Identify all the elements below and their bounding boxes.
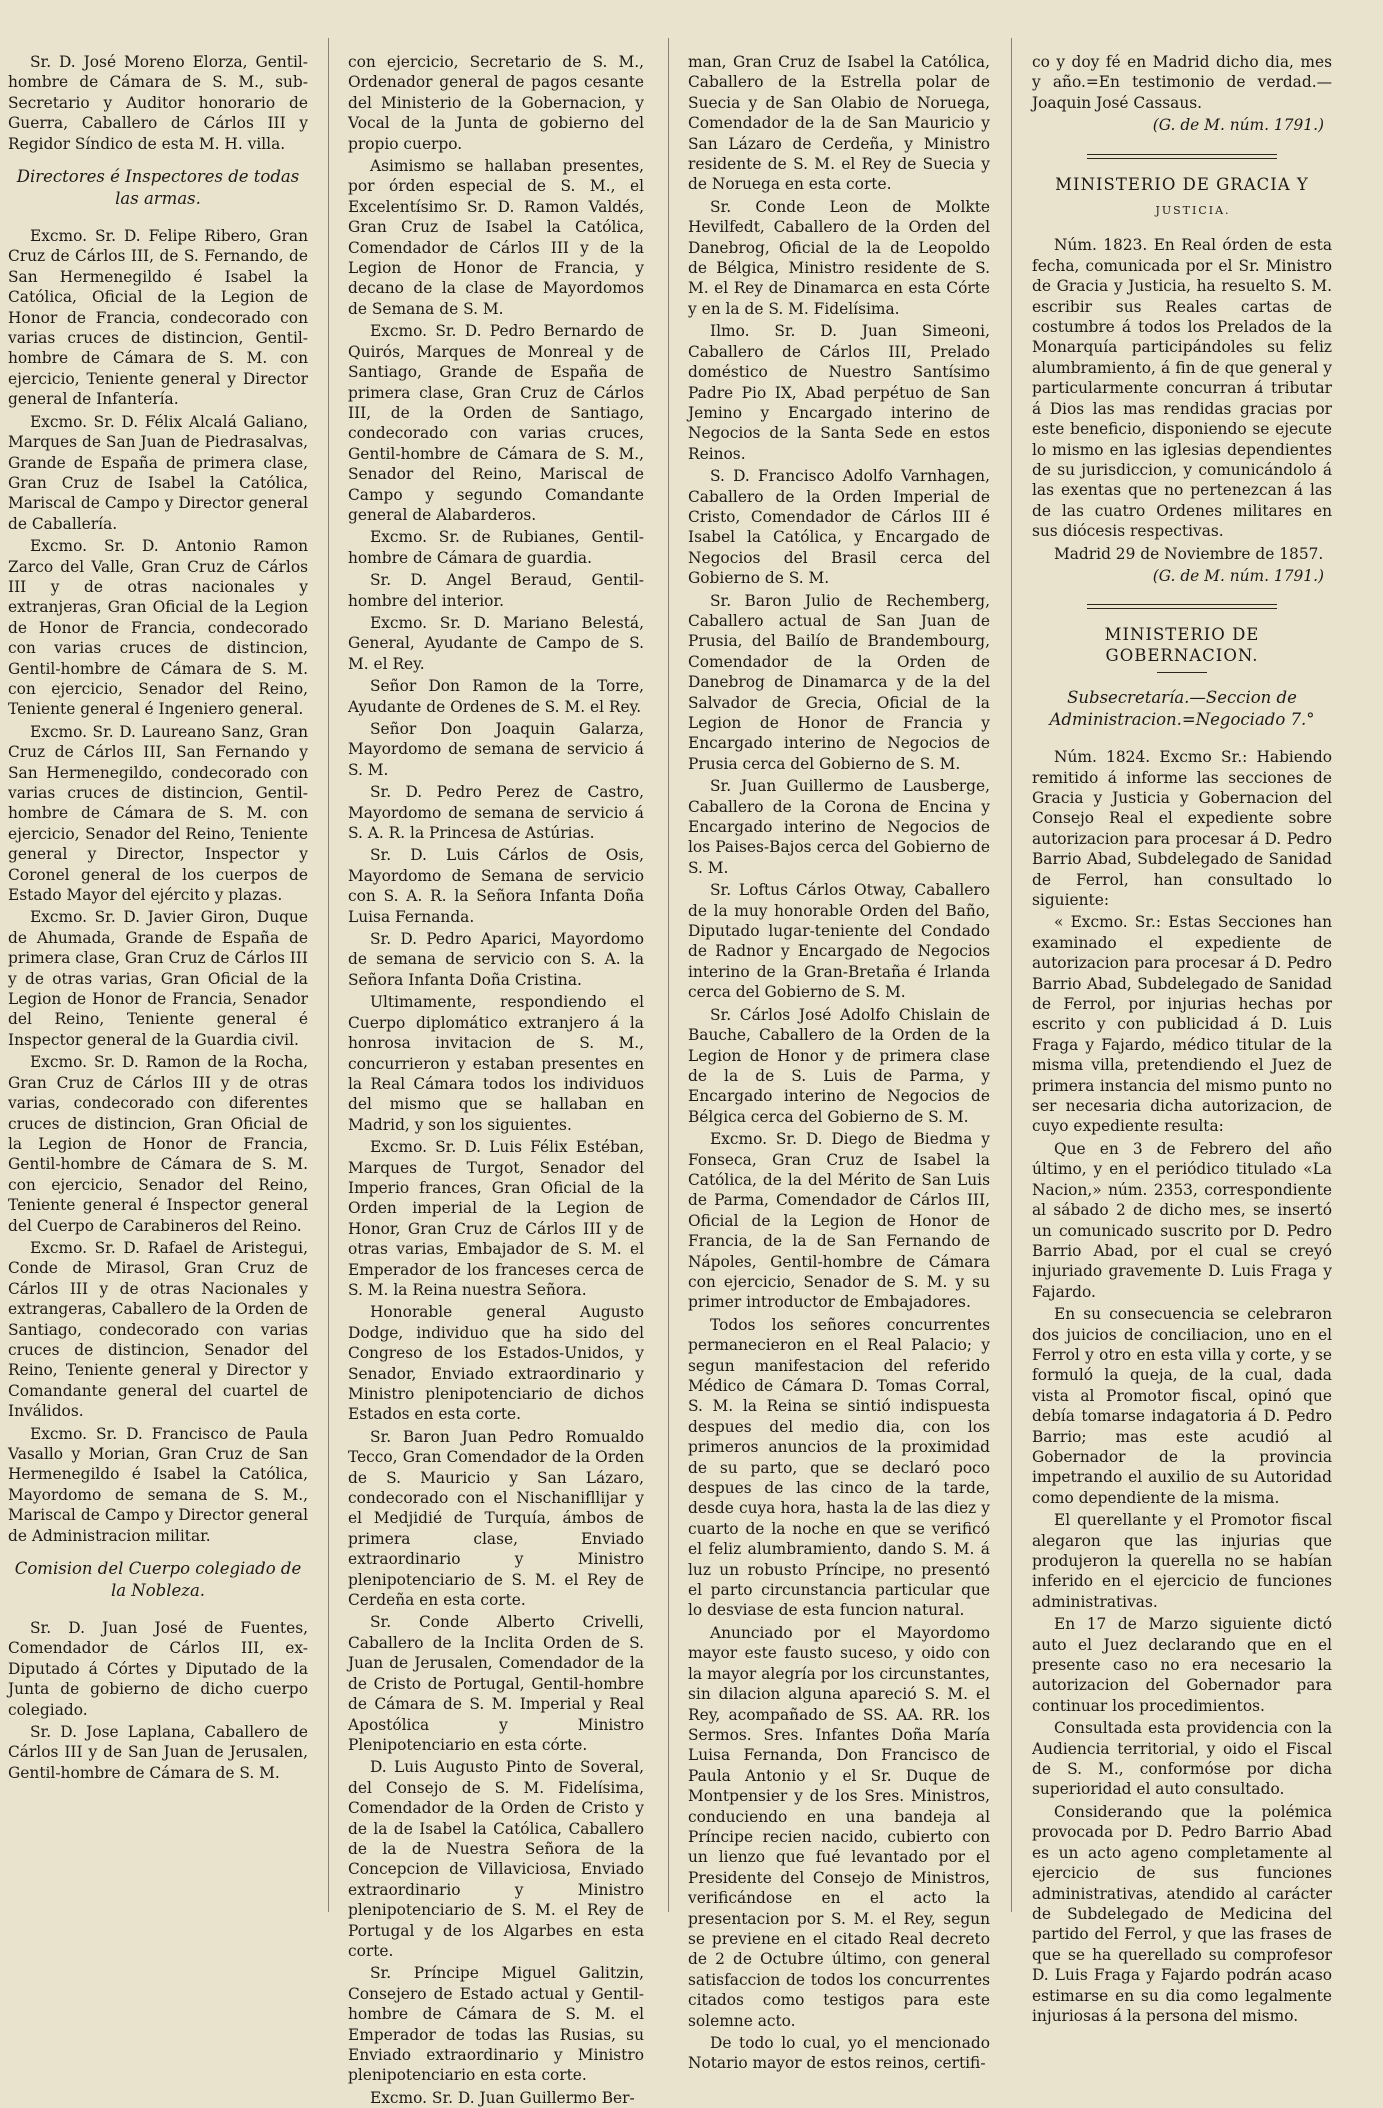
section-rule	[1087, 154, 1277, 159]
paragraph: Excmo. Sr. D. Laureano Sanz, Gran Cruz de Cárlos III, San Fernando y San Hermenegildo, condecorado con varias cruces de distincion, Gentil-hombre de Cámara de S. M. con ejercicio, Senador del Reino, Teniente general y Director, Inspector y Coronel general de los cuerpos de Estado Mayor del ejército y plazas.	[8, 722, 308, 905]
paragraph: Excmo. Sr. D. Juan Guillermo Ber-	[370, 2088, 635, 2107]
paragraph: D. Luis Augusto Pinto de Soveral, del Consejo de S. M. Fidelísima, Comendador de la Orden de Cristo y de la de Isabel la Católica, Caballero de la de Nuestra Señora de la Concepcion de Villaviciosa, Enviado extraordinario y Ministro plenipotenciario de S. M. el Rey de Portugal y de los Algarbes en esta corte.	[348, 1758, 644, 1960]
paragraph: Honorable general Augusto Dodge, individuo que ha sido del Congreso de los Estados-Unidos, y Senador, Enviado extraordinario y Ministro plenipotenciario de dichos Estados en esta corte.	[348, 1303, 644, 1424]
column-3	[688, 52, 990, 2073]
paragraph: Sr. Príncipe Miguel Galitzin, Consejero de Estado actual y Gentil-hombre de Cámara de S. M. el Emperador de todas las Rusias, su Enviado extraordinario y Ministro plenipotenciario en esta corte.	[348, 1964, 644, 2085]
paragraph: Todos los señores concurrentes permanecieron en el Real Palacio; y segun manifestacion del referido Médico de Cámara D. Tomas Corral, S. M. la Reina se sintió indispuesta despues del medio dia, con los primeros anuncios de la proximidad de su parto, que se declaró poco despues de las cinco de la tarde, desde cuya hora, hasta la de las diez y cuarto de la noche en que se verificó el feliz alumbramiento, dando S. M. á luz un robusto Príncipe, no presentó el parto circunstancia particular que lo desviase de esta funcion natural.	[688, 1315, 990, 1620]
paragraph: Sr. D. Luis Cárlos de Osis, Mayordomo de Semana de servicio con S. A. R. la Señora Infanta Doña Luisa Fernanda.	[348, 846, 644, 926]
paragraph: Sr. Conde Leon de Molkte Hevilfedt, Caballero de la Orden del Danebrog, Oficial de la de Leopoldo de Bélgica, Ministro residente de S. M. el Rey de Dinamarca en esta Córte y en la de S. M. Fidelísima.	[688, 197, 990, 318]
column-divider	[668, 38, 669, 1912]
paragraph: Sr. D. Pedro Perez de Castro, Mayordomo de semana de servicio á S. A. R. la Princesa de Astúrias.	[348, 783, 644, 843]
gazette-reference: (G. de M. núm. 1791.)	[1152, 566, 1324, 585]
paragraph: Excmo. Sr. D. Félix Alcalá Galiano, Marques de San Juan de Piedrasalvas, Grande de España de primera clase, Gran Cruz de Isabel la Católica, Mariscal de Campo y Director general de Caballería.	[8, 412, 308, 533]
ministry-heading-gracia: MINISTERIO DE GRACIA Y	[1055, 174, 1309, 194]
column-divider	[328, 38, 329, 1912]
paragraph: Sr. D. Pedro Aparici, Mayordomo de semana de servicio con S. A. la Señora Infanta Doña Cristina.	[348, 930, 644, 989]
paragraph: Madrid 29 de Noviembre de 1857.	[1054, 544, 1324, 563]
paragraph: En 17 de Marzo siguiente dictó auto el Juez declarando que en el presente caso no era necesario la autorizacion del Gobernador para continuar los procedimientos.	[1032, 1615, 1332, 1715]
paragraph: Consultada esta providencia con la Audiencia territorial, y oido el Fiscal de S. M., conformóse por dicha superioridad el auto consultado.	[1032, 1719, 1332, 1799]
paragraph: Excmo. Sr. D. Rafael de Aristegui, Conde de Mirasol, Gran Cruz de Cárlos III y de otras Nacionales y extrangeras, Caballero de la Orden de Santiago, condecorado con varias cruces de distincion, Senador del Reino, Teniente general y Director y Comandante general del cuartel de Inválidos.	[8, 1238, 308, 1421]
section-rule	[1087, 604, 1277, 609]
paragraph: Excmo. Sr. de Rubianes, Gentil-hombre de Cámara de guardia.	[348, 528, 644, 567]
paragraph: Excmo. Sr. D. Felipe Ribero, Gran Cruz de Cárlos III, de S. Fernando, de San Hermenegildo é Isabel la Católica, Oficial de la Legion de Honor de Francia, condecorado con varias cruces de distincion, Gentil-hombre de Cámara de S. M. con ejercicio, Teniente general y Director general de Infantería.	[8, 227, 308, 409]
short-rule	[1157, 672, 1207, 673]
column-divider	[1011, 38, 1012, 1912]
paragraph: Núm. 1824. Excmo Sr.: Habiendo remitido á informe las secciones de Gracia y Justicia y Gobernacion del Consejo Real el expediente sobre autorizacion para procesar á D. Pedro Barrio Abad, Subdelegado de Sanidad de Ferrol, han consultado lo siguiente:	[1032, 748, 1332, 909]
paragraph: Excmo. Sr. D. Luis Félix Estéban, Marques de Turgot, Senador del Imperio frances, Gran Oficial de la Orden imperial de la Legion de Honor, Gran Cruz de Cárlos III y de otras varias, Embajador de S. M. el Emperador de los franceses cerca de S. M. la Reina nuestra Señora.	[348, 1138, 644, 1299]
paragraph: Considerando que la polémica provocada por D. Pedro Barrio Abad es un acto ageno completamente al ejercicio de sus funciones administrativas, atendido al carácter de Subdelegado de Medicina del partido del Ferrol, y que las frases de que se ha querellado su comprofesor D. Luis Fraga y Fajardo podrán acaso estimarse en su dia como legalmente injuriosas á la persona del mismo.	[1032, 1802, 1332, 2025]
paragraph: Núm. 1823. En Real órden de esta fecha, comunicada por el Sr. Ministro de Gracia y Justicia, ha resuelto S. M. escribir sus Reales cartas de costumbre á todos los Prelados de la Monarquía participándoles su feliz alumbramiento, á fin de que general y particularmente concurran á tributar á Dios las mas rendidas gracias por este beneficio, disponiendo se ejecute lo mismo en las iglesias dependientes de su jurisdiccion, y comunicándolo á las exentas que no pertenezcan á las de las cuatro Ordenes militares en sus diócesis respectivas.	[1032, 236, 1332, 541]
paragraph: Sr. D. José Moreno Elorza, Gentil-hombre de Cámara de S. M., sub-Secretario y Auditor honorario de Guerra, Caballero de Cárlos III y Regidor Síndico de esta M. H. villa.	[8, 53, 308, 153]
paragraph: Ilmo. Sr. D. Juan Simeoni, Caballero de Cárlos III, Prelado doméstico de Nuestro Santísimo Padre Pio IX, Abad perpétuo de San Jemino y Encargado interino de Negocios de la Santa Sede en estos Reinos.	[688, 322, 990, 463]
paragraph: Excmo. Sr. D. Francisco de Paula Vasallo y Morian, Gran Cruz de San Hermenegildo é Isabel la Católica, Mayordomo de semana de S. M., Mariscal de Campo y Director general de Administracion militar.	[8, 1424, 308, 1545]
paragraph: Sr. Baron Juan Pedro Romualdo Tecco, Gran Comendador de la Orden de S. Mauricio y San Lázaro, condecorado con el Nischanifllijar y el Medjidié de Turquía, ámbos de primera clase, Enviado extraordinario y Ministro plenipotenciario de S. M. el Rey de Cerdeña en esta corte.	[348, 1427, 644, 1610]
paragraph: Señor Don Joaquin Galarza, Mayordomo de semana de servicio á S. M.	[348, 720, 644, 779]
paragraph: Señor Don Ramon de la Torre, Ayudante de Ordenes de S. M. el Rey.	[348, 677, 644, 716]
paragraph: Excmo. Sr. D. Antonio Ramon Zarco del Valle, Gran Cruz de Cárlos III y de otras nacionales y extranjeras, Gran Oficial de la Legion de Honor de Francia, condecorado con varias cruces de distincion, Gentil-hombre de Cámara de S. M. con ejercicio, Senador del Reino, Teniente general é Ingeniero general.	[8, 537, 308, 719]
paragraph: Ultimamente, respondiendo el Cuerpo diplomático extranjero á la honrosa invitacion de S. M., concurrieron y estaban presentes en la Real Cámara todos los individuos del mismo que se hallaban en Madrid, y son los siguientes.	[348, 993, 644, 1134]
gazette-reference: (G. de M. núm. 1791.)	[1152, 116, 1324, 135]
paragraph: Asimismo se hallaban presentes, por órden especial de S. M., el Excelentísimo Sr. D. Ramon Valdés, Gran Cruz de Isabel la Católica, Comendador de Cárlos III y de la Legion de Honor de Francia, y decano de la clase de Mayordomos de Semana de S. M.	[348, 157, 644, 318]
column-1	[8, 52, 308, 1904]
paragraph: Sr. D. Juan José de Fuentes, Comendador de Cárlos III, ex-Diputado á Córtes y Diputado de la Junta de gobierno de dicho cuerpo colegiado.	[8, 1619, 308, 1719]
paragraph: « Excmo. Sr.: Estas Secciones han examinado el expediente de autorizacion para procesar á D. Pedro Barrio Abad, Subdelegado de Sanidad de Ferrol, por injurias hechas por escrito y con publicidad á D. Luis Fraga y Fajardo, médico titular de la misma villa, pretendiendo el Juez de primera instancia del mismo punto no ser necesaria dicha autorizacion, de cuyo expediente resulta:	[1032, 913, 1332, 1136]
section-heading-directores: Directores é Inspectores de todas las armas.	[16, 167, 300, 209]
paragraph: Excmo. Sr. D. Pedro Bernardo de Quirós, Marques de Monreal y de Santiago, Grande de España de primera clase, Gran Cruz de Cárlos III, de la Orden de Santiago, condecorado con varias cruces, Gentil-hombre de Cámara de S. M., Senador del Reino, Mariscal de Campo y segundo Comandante general de Alabarderos.	[348, 322, 644, 524]
column-2	[348, 52, 644, 2107]
paragraph: con ejercicio, Secretario de S. M., Ordenador general de pagos cesante del Ministerio de la Gobernacion, y Vocal de la Junta de gobierno del propio cuerpo.	[348, 53, 644, 153]
paragraph: De todo lo cual, yo el mencionado Notario mayor de estos reinos, certifi-	[688, 2034, 990, 2073]
paragraph: Que en 3 de Febrero del año último, y en el periódico titulado «La Nacion,» núm. 2353, correspondiente al sábado 2 de dicho mes, se insertó un comunicado suscrito por D. Pedro Barrio Abad, por el cual se creyó injuriado gravemente D. Luis Fraga y Fajardo.	[1032, 1139, 1332, 1301]
paragraph: Excmo. Sr. D. Javier Giron, Duque de Ahumada, Grande de España de primera clase, Gran Cruz de Cárlos III y de otras varias, Gran Oficial de la Legion de Honor de Francia, Senador del Reino, Teniente general é Inspector general de la Guardia civil.	[8, 908, 308, 1049]
ministry-subheading: JUSTICIA.	[1155, 204, 1231, 218]
paragraph: Sr. Cárlos José Adolfo Chislain de Bauche, Caballero de la Orden de la Legion de Honor y de primera clase de la de S. Luis de Parma, y Encargado interino de Negocios de Bélgica cerca del Gobierno de S. M.	[688, 1005, 990, 1126]
paragraph: man, Gran Cruz de Isabel la Católica, Caballero de la Estrella polar de Suecia y de San Olabio de Noruega, Comendador de la de San Mauricio y San Lázaro de Cerdeña, y Ministro residente de S. M. el Rey de Suecia y de Noruega en esta corte.	[688, 53, 990, 194]
paragraph: Sr. Conde Alberto Crivelli, Caballero de la Inclita Orden de S. Juan de Jerusalen, Comendador de la de Cristo de Portugal, Gentil-hombre de Cámara de S. M. Imperial y Real Apostólica y Ministro Plenipotenciario en esta córte.	[348, 1613, 644, 1754]
subsection-heading: Subsecretaría.—Seccion de Administracion.=Negociado 7.°	[1049, 688, 1315, 730]
paragraph: Excmo. Sr. D. Diego de Biedma y Fonseca, Gran Cruz de Isabel la Católica, de la del Mérito de San Luis de Parma, Comendador de Cárlos III, Oficial de la Legion de Honor de Francia, de la de San Fernando de Nápoles, Gentil-hombre de Cámara con ejercicio, Senador de S. M. y su primer introductor de Embajadores.	[688, 1130, 990, 1312]
column-4	[1032, 52, 1332, 2025]
paragraph: co y doy fé en Madrid dicho dia, mes y año.=En testimonio de verdad.—Joaquin José Cassaus.	[1032, 53, 1332, 112]
paragraph: S. D. Francisco Adolfo Varnhagen, Caballero de la Orden Imperial de Cristo, Comendador de Cárlos III é Isabel la Católica, y Encargado de Negocios del Brasil cerca del Gobierno de S. M.	[688, 467, 990, 588]
paragraph: Sr. Baron Julio de Rechemberg, Caballero actual de San Juan de Prusia, del Bailío de Brandembourg, Comendador de la Orden de Danebrog de Dinamarca y de la del Salvador de Grecia, Oficial de la Legion de Honor de Francia y Encargado interino de Negocios de Prusia cerca del Gobierno de S. M.	[688, 591, 990, 773]
paragraph: En su consecuencia se celebraron dos juicios de conciliacion, uno en el Ferrol y otro en esta villa y corte, y se formuló la queja, de la cual, dada vista al Promotor fiscal, opinó que debía tomarse indagatoria á D. Pedro Barrio; mas este acudió al Gobernador de la provincia impetrando el auxilio de su Autoridad como dependiente de la misma.	[1032, 1305, 1332, 1507]
paragraph: Anunciado por el Mayordomo mayor este fausto suceso, y oido con la mayor alegría por los circunstantes, sin dilacion alguna apareció S. M. el Rey, acompañado de SS. AA. RR. los Sermos. Sres. Infantes Doña María Luisa Fernanda, Don Francisco de Paula Antonio y el Sr. Duque de Montpensier y de los Sres. Ministros, conduciendo en una bandeja al Príncipe recien nacido, cubierto con un lienzo que fué levantado por el Presidente del Consejo de Ministros, verificándose en el acto la presentacion por S. M. el Rey, segun se previene en el citado Real decreto de 2 de Octubre último, con general satisfaccion de todos los concurrentes citados como testigos para este solemne acto.	[688, 1623, 990, 2030]
paragraph: Sr. D. Jose Laplana, Caballero de Cárlos III y de San Juan de Jerusalen, Gentil-hombre de Cámara de S. M.	[8, 1723, 308, 1782]
paragraph: Sr. D. Angel Beraud, Gentil-hombre del interior.	[348, 571, 644, 610]
ministry-heading-gobernacion: MINISTERIO DE GOBERNACION.	[1104, 625, 1260, 665]
paragraph: Sr. Loftus Cárlos Otway, Caballero de la muy honorable Orden del Baño, Diputado lugar-teniente del Condado de Radnor y Encargado de Negocios interino de la Gran-Bretaña é Irlanda cerca del Gobierno de S. M.	[688, 881, 990, 1002]
paragraph: Excmo. Sr. D. Ramon de la Rocha, Gran Cruz de Cárlos III y de otras varias, condecorado con diferentes cruces de distincion, Gran Oficial de la Legion de Honor de Francia, Gentil-hombre de Cámara de S. M. con ejercicio, Senador del Reino, Teniente general é Inspector general del Cuerpo de Carabineros del Reino.	[8, 1053, 308, 1235]
paragraph: Sr. Juan Guillermo de Lausberge, Caballero de la Corona de Encina y Encargado interino de Negocios de los Paises-Bajos cerca del Gobierno de S. M.	[688, 777, 990, 877]
section-heading-comision: Comision del Cuerpo colegiado de la Nobleza.	[14, 1559, 302, 1601]
paragraph: Excmo. Sr. D. Mariano Belestá, General, Ayudante de Campo de S. M. el Rey.	[348, 613, 644, 673]
paragraph: El querellante y el Promotor fiscal alegaron que las injurias que produjeron la querella no se habían inferido en el ejercicio de funciones administrativas.	[1032, 1511, 1332, 1611]
